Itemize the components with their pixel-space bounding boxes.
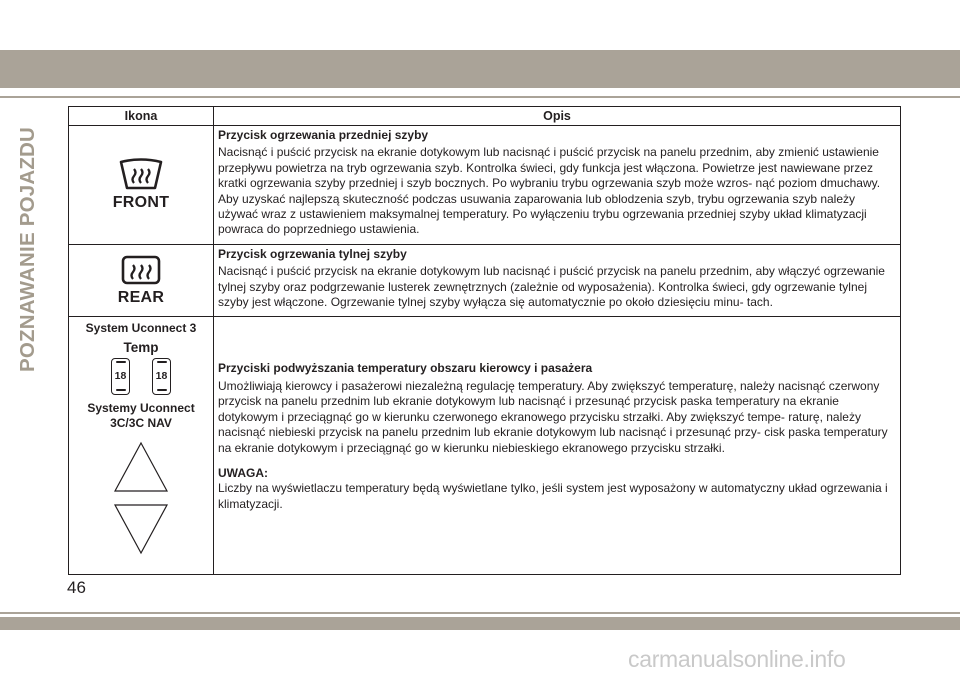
row-body: Nacisnąć i puścić przycisk na ekranie dotykowym lub nacisnąć i puścić przycisk na panelu przednim, aby zmienić ustawienie przepływu powietrza na tryb ogrzewania szyb. Kontrolka świeci, gdy funkcja jest włączona. Powietrze jest nawiewane przez kratki ogrzewania szyby przedniej i szyb bocznych. Po wybraniu trybu ogrzewania szyb może wzros- nąć poziom dmuchawy. Aby uzyskać najlepszą skuteczność podczas usuwania zaparowania lub oblodzenia szyb, trybu ogrzewania szyb należy używać wraz z ustawieniem maksymalnej temperatury. Po wyłączeniu trybu ogrzewania przedniej szyby układ klimatyzacji powraca do poprzedniego ustawienia. [218, 145, 881, 237]
systems-label: Systemy Uconnect 3C/3C NAV [87, 401, 195, 431]
note-body: Liczby na wyświetlaczu temperatury będą wyświetlane tylko, jeśli system jest wyposażony w automatyczny układ ogrzewania i klimatyzacji. [218, 481, 888, 511]
page-number: 46 [67, 578, 86, 597]
system-label: System Uconnect 3 [85, 321, 197, 336]
row-body: Umożliwiają kierowcy i pasażerowi niezależną regulację temperatury. Aby zwiększyć temperaturę, należy nacisnąć czerwony przycisk na panelu przednim lub ekranie dotykowym lub nacisnąć i przesunąć przycisk paska temperatury na ekranie dotykowym i przeciągnąć go w kierunku czerwonego ekranowego przycisku strzałki. Aby zwiększyć tempe- raturę, należy nacisnąć niebieski przycisk na panelu przednim lub ekranie dotykowym lub nacisnąć i przesunąć przy- cisk paska temperatury na ekranie dotykowym i przeciągnąć go w kierunku niebieskiego ekranowego przycisku strzałki. [218, 378, 888, 455]
down-triangle-icon [113, 503, 169, 555]
section-side-title: POZNAWANIE POJAZDU [16, 126, 39, 372]
icon-cell [69, 244, 214, 317]
passenger-temp-value: 18 [155, 369, 168, 382]
rear-defrost-icon [118, 255, 165, 306]
driver-temp-value: 18 [114, 369, 127, 382]
icon-cell [69, 126, 214, 245]
row-body: Nacisnąć i puścić przycisk na ekranie dotykowym lub nacisnąć i puścić przycisk na panelu przednim, aby włączyć ogrzewanie tylnej szyby oraz podgrzewanie lusterek zewnętrznych (zależnie od wyposażenia). Kontrolka świeci, gdy ogrzewanie tylnej szyby jest włączone. Ogrzewanie tylnej szyby wyłącza się automatycznie po około dziesięciu minu- tach. [218, 264, 885, 310]
description-cell [214, 317, 901, 575]
icon-description-table [68, 106, 901, 575]
header-rule [0, 96, 960, 98]
icon-cell [69, 317, 214, 575]
row-title: Przycisk ogrzewania tylnej szyby [218, 246, 407, 261]
driver-temp-pill [111, 358, 130, 395]
watermark: carmanualsonline.info [628, 646, 846, 672]
rear-defrost-glyph [118, 255, 164, 285]
table-row [69, 244, 901, 317]
table-header-row [69, 107, 901, 126]
footer-rule [0, 612, 960, 614]
note-title: UWAGA: [218, 465, 268, 480]
rear-caption: REAR [117, 288, 165, 306]
front-caption: FRONT [112, 193, 170, 211]
row-title: Przycisk ogrzewania przedniej szyby [218, 128, 429, 142]
passenger-temp-pill [152, 358, 171, 395]
footer-band [0, 617, 960, 630]
description-cell [214, 244, 901, 317]
temp-label: Temp [123, 340, 159, 356]
front-defrost-icon [113, 158, 170, 211]
header-icon: Ikona [69, 107, 214, 126]
table-row [69, 317, 901, 575]
header-description: Opis [214, 107, 901, 126]
front-defrost-glyph [118, 158, 164, 190]
header-band [0, 50, 960, 88]
description-cell [214, 126, 901, 245]
table-row [69, 126, 901, 245]
up-triangle-icon [113, 441, 169, 493]
row-title: Przyciski podwyższania temperatury obszaru kierowcy i pasażera [218, 361, 593, 376]
temp-control-icon [111, 340, 171, 395]
